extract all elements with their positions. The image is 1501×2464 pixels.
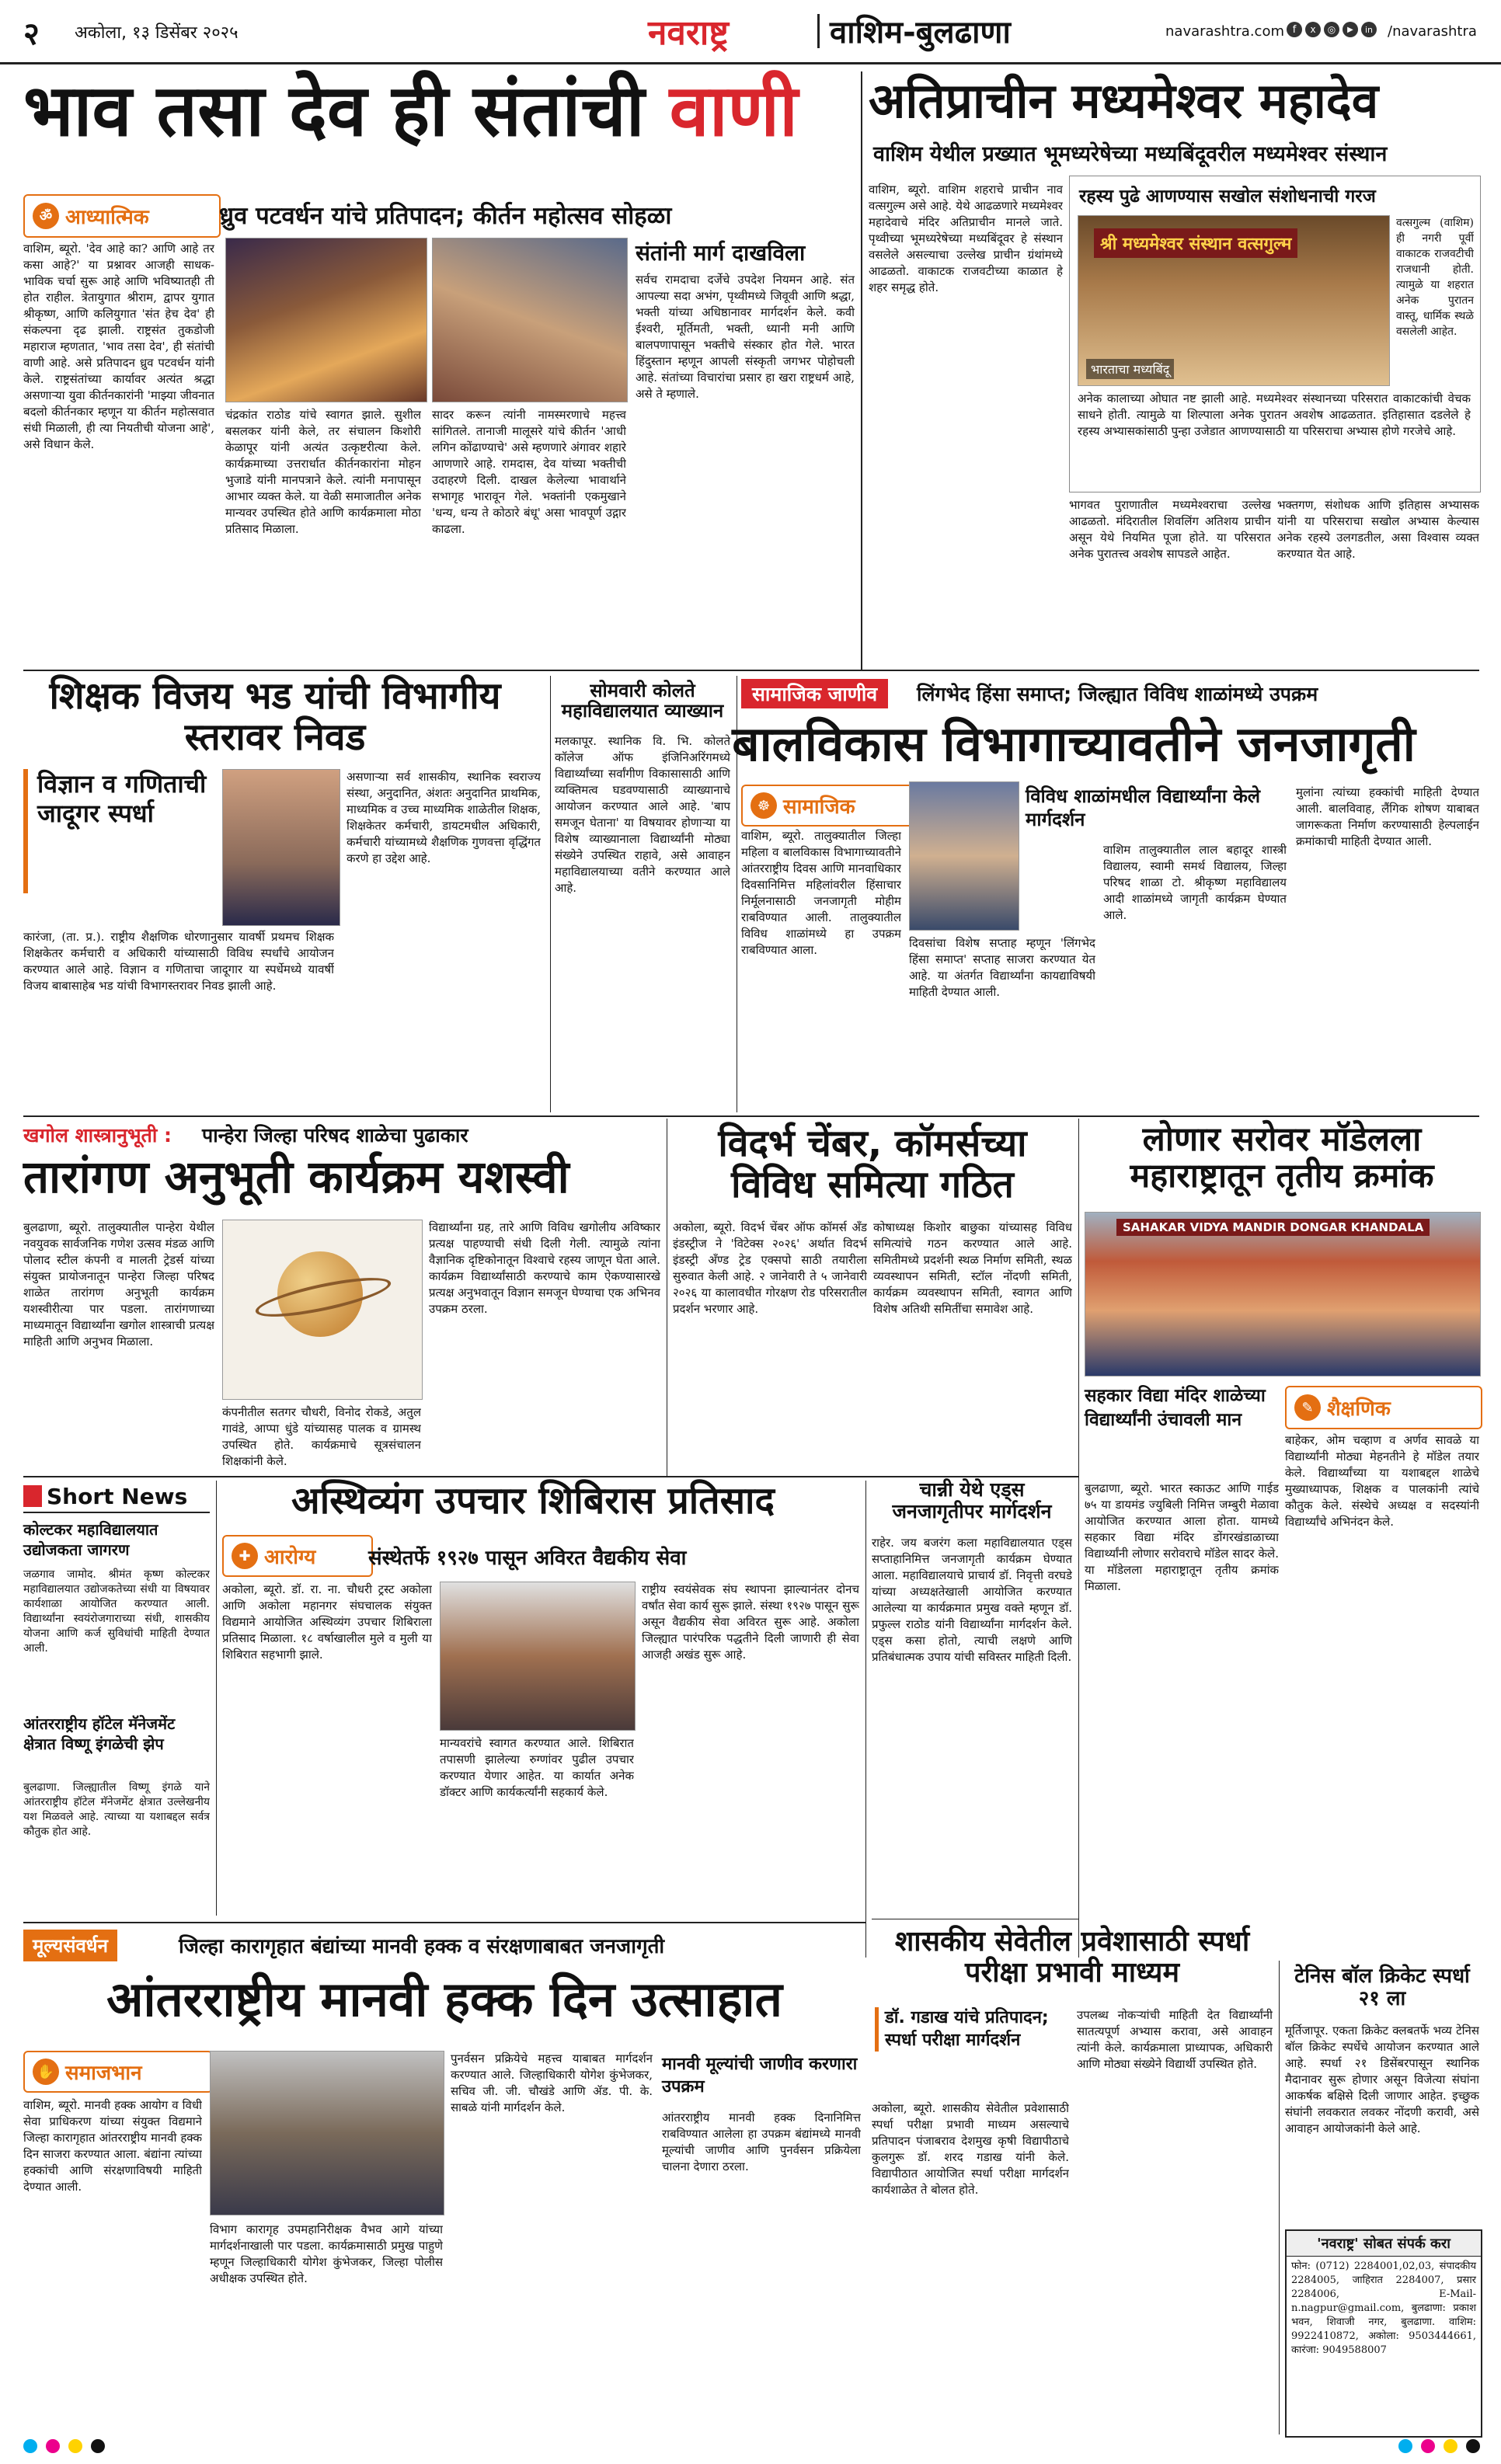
asthi-col2: राष्ट्रीय स्वयंसेवक संघ स्थापना झाल्यानंतर दोनच वर्षांत सेवा कार्य सुरू झाले. संस्था १९२७ पासून सुरू असून वैद्यकीय सेवा अविरत सुरू आहे. अकोला जिल्ह्यात पारंपरिक पद्धतीने दिली जाणारी ही सेवा आजही अखंड सुरू आहे. [642,1582,859,1662]
madhyameshwar-col2: भागवत पुराणातील मध्यमेश्वराचा उल्लेख आढळतो. मंदिरातील शिवलिंग अतिशय प्राचीन असून येथे नियमित पूजा होते. या परिसरात अनेक पुरातत्त्व अवशेष सापडले आहेत. [1069,498,1271,561]
education-icon: ✎ [1294,1394,1321,1421]
main-col2: चंद्रकांत राठोड यांचे स्वागत झाले. सुशील बसलकर यांनी केले, तर संचालन किशोरी केळापूर यांनी अत्यंत उत्कृष्टरीत्या केले. कार्यक्रमाच्या उत्तरार्धात कीर्तनकारांना मोहन भुजाडे यांनी मानपत्राने केले. त्यांनी मनापासून आभार व्यक्त केले. या वेळी समाजातील अनेक मान्यवर उपस्थित होते आणि कार्यक्रमाला मोठा प्रतिसाद मिळाला. [225,408,421,536]
main-col1: वाशिम, ब्यूरो. 'देव आहे का? आणि आहे तर कसा आहे?' या प्रश्नावर आजही साधक-भाविक चर्चा सुरू आहे आणि भविष्यातही ती होत राहील. त्रेतायुगात श्रीराम, द्वापर युगात श्रीकृष्ण, आणि कलियुगात 'संत हेच देव' ही संकल्पना दृढ झाली. राष्ट्रसंत तुकडोजी महाराज म्हणतात, 'भाव तसा देव', ही संतांची वाणी आहे. असे प्रतिपादन ध्रुव पटवर्धन यांनी केले. राष्ट्रसंतांच्या कार्यावर अत्यंत श्रद्धा असणाऱ्या युवा कीर्तनकारांनी 'माझ्या जीवनात बदलो कीर्तनकार म्हणून या कीर्तन महोत्सवात संधी मिळाली, ही त्या नियतीची योजना आहे', असे विधान केले. [23,242,214,451]
contact-text: फोन: (0712) 2284001,02,03, संपादकीय 2284005, जाहिरात 2284007, प्रसार 2284006, E-Mail-n.nagpur@gmail.com, बुलढाणा: प्रकाश भवन, शिवाजी नगर, बुलढाणा. वाशिम: 9922410872, अकोला: 9503444661, कारंजा: 9049588007 [1291,2260,1476,2356]
balvikas-col1: वाशिम, ब्यूरो. तालुक्यातील जिल्हा महिला व बालविकास विभागाच्यावतीने आंतरराष्ट्रीय दिवस आणि मानवाधिकार दिवसानिमित्त महिलांवरील हिंसाचार निर्मूलनासाठी जनजागृती मोहीम राबविण्यात आली. तालुक्यातील विविध शाळांमध्ये हा उपक्रम राबविण्यात आला. [741,829,901,957]
masthead [0,0,1501,64]
madhyameshwar-side-text: वत्सगुल्म (वाशिम) ही नगरी पूर्वी वाकाटक राजवटीची राजधानी होती. त्यामुळे या शहरात अनेक पुरातन वास्तू, धार्मिक स्थळे वसलेली आहेत. [1396,217,1474,338]
madhyameshwar-subhead: वाशिम येथील प्रख्यात भूमध्यरेषेच्या मध्यबिंदूवरील मध्यमेश्वर संस्थान [873,142,1388,166]
shikshak-col1: कारंजा, (ता. प्र.). राष्ट्रीय शैक्षणिक धोरणानुसार यावर्षी प्रथमच शिक्षक शिक्षकेतर कर्मचारी व अधिकारी यांच्यासाठी विविध स्पर्धांचे आयोजन करण्यात आले आहे. विज्ञान व गणिताचा जादूगार या स्पर्धेमध्ये यावर्षी विजय बाबासाहेब भड यांची विभागस्तरावर निवड झाली आहे. [23,930,334,993]
vidarbha-col2: कोषाध्यक्ष किशोर बाछुका यांच्यासह विविध समित्यांचे गठन करण्यात आले आहे. समितीमध्ये प्रदर्शनी स्थळ निर्माण समिती, स्थळ व्यवस्थापन समिती, स्टॉल नोंदणी समिती, कार्यक्रम व्यवस्थापन समिती, स्वागत आणि विशेष अतिथी समितींचा समावेश आहे. [873,1220,1072,1316]
vidarbha-headline: विदर्भ चेंबर, कॉमर्सच्या विविध समित्या गठित [718,1122,1027,1206]
science-box [23,769,224,893]
section-name: वाशिम-बुलढाणा [830,15,1011,50]
lonar-subhead: सहकार विद्या मंदिर शाळेच्या विद्यार्थ्यांनी उंचावली मान [1085,1386,1266,1431]
social-handle: /navarashtra [1388,23,1477,40]
shaskiya-col1: अकोला, ब्यूरो. शासकीय सेवेतील प्रवेशासाठी स्पर्धा परीक्षा प्रभावी माध्यम असल्याचे प्रतिपादन पंजाबराव देशमुख कृषी विद्यापीठाचे कुलगुरू डॉ. शरद गडाख यांनी केले. विद्यापीठात आयोजित स्पर्धा परीक्षा मार्गदर्शन कार्यशाळेत ते बोलत होते. [872,2101,1069,2197]
manav-inset-title: मानवी मूल्यांची जाणीव करणारा उपक्रम [662,2055,858,2097]
om-icon: ॐ [33,203,59,229]
taragan-strip-text: पान्हेरा जिल्हा परिषद शाळेचा पुढाकार [202,1124,468,1147]
chanti-text: राहेर. जय बजरंग कला महाविद्यालयात एड्स सप्ताहानिमित्त जनजागृती कार्यक्रम घेण्यात आला. महाविद्यालयाचे प्राचार्य डॉ. निवृत्ती वरघडे यांच्या अध्यक्षतेखाली आयोजित करण्यात आलेल्या या कार्यक्रमात प्रमुख वक्ते म्हणून डॉ. प्रफुल्ल राठोड यांनी विद्यार्थ्यांना मार्गदर्शन केले. एड्स कसा होतो, त्याची लक्षणे आणि प्रतिबंधात्मक उपाय यांची सविस्तर माहिती दिली. [872,1536,1072,1664]
chanti-headline: चान्नी येथे एड्स जनजागृतीपर मार्गदर्शन [892,1478,1052,1523]
temple-photo-caption: भारताचा मध्यबिंदू [1086,359,1174,379]
emblem-icon: ☸ [750,792,777,819]
black-dot [91,2439,105,2453]
award-banner: SAHAKAR VIDYA MANDIR DONGAR KHANDALA [1116,1219,1430,1236]
vertical-divider [550,676,551,1112]
balvikas-col3: वाशिम तालुक्यातील लाल बहादूर शास्त्री विद्यालय, स्वामी समर्थ विद्यालय, जिल्हा परिषद शाळा टो. श्रीकृष्ण महाविद्यालय आदी शाळांमध्ये जागृती कार्यक्रम घेण्यात आले. [1103,843,1287,922]
website[interactable]: navarashtra.com [1165,23,1284,40]
contact-box [1285,2229,1482,2438]
registration-marks-right [1398,2439,1485,2456]
main-headline: भाव तसा देव ही संतांची वाणी [23,69,798,152]
short-news-item1-text: जळगाव जामोद. श्रीमंत कृष्ण कोल्टकर महाविद्यालयात उद्योजकतेच्या संधी या विषयावर कार्यशाळा आयोजित करण्यात आली. विद्यार्थ्यांना स्वयंरोजगाराच्या संधी, शासकीय योजना आणि कर्ज सुविधांची माहिती देण्यात आली. [23,1568,210,1655]
short-news-item2-title: आंतरराष्ट्रीय हॉटेल मॅनेजमेंट क्षेत्रात विष्णू इंगळेची झेप [23,1714,176,1753]
short-news-header: Short News [23,1481,210,1513]
horizontal-divider [23,1476,1078,1477]
manav-headline: आंतरराष्ट्रीय मानवी हक्क दिन उत्साहात [106,1971,782,2027]
camp-photo [440,1582,636,1731]
research-caption: अनेक कालाच्या ओघात नष्ट झाली आहे. मध्यमेश्वर संस्थानच्या परिसरात वाकाटकांची वेचक साधने होती. त्यामुळे या शिल्पाला अनेक पुरातन अवशेष आढळतात. इतिहासात दडलेले हे रहस्य अभ्यासकांसाठी पुन्हा उजेडात आणण्यासाठी या परिसराचा अभ्यास होणे गरजेचे आहे. [1078,392,1471,438]
cyan-dot [23,2439,37,2453]
balvikas-col4: मुलांना त्यांच्या हक्कांची माहिती देण्यात आली. बालविवाह, लैंगिक शोषण याबाबत जागरूकता निर्माण करण्यासाठी हेल्पलाईन क्रमांकाची माहिती देण्यात आली. [1296,785,1479,848]
vertical-divider [1078,1119,1079,1958]
asthi-col3: मान्यवरांचे स्वागत करण्यात आले. शिबिरात तपासणी झालेल्या रुग्णांवर पुढील उपचार करण्यात येणार आहेत. या कार्यात अनेक डॉक्टर आणि कार्यकर्त्यांनी सहकार्य केले. [440,1736,634,1799]
somvari-text: मलकापूर. स्थानिक वि. भि. कोलते कॉलेज ऑफ इंजिनिअरिंगमध्ये विद्यार्थ्यांच्या सर्वांगीण विकासासाठी आणि व्यक्तिमत्व घडवण्यासाठी व्याख्यानाचे आयोजन करण्यात आले आहे. 'बाप समजून घेताना' या विषयावर होणाऱ्या या विशेष व्याख्यानाला विद्यार्थ्यांनी मोठ्या संख्येने उपस्थित राहावे, असे आवाहन महाविद्यालयाच्या वतीने करण्यात आले आहे. [555,734,730,895]
horizontal-divider [23,670,1479,671]
taragan-col1: बुलढाणा, ब्यूरो. तालुक्यातील पान्हेरा येथील नवयुवक सार्वजनिक गणेश उत्सव मंडळ आणि पोलाद स्टील कंपनी व मालती ट्रेडर्स यांच्या संयुक्त प्रायोजनातून पान्हेरा जिल्हा परिषद शाळेत तारांगण अनुभूती कार्यक्रम यशस्वीरीत्या पार पडला. तारांगणाच्या माध्यमातून विद्यार्थ्यांना खगोल शास्त्राची प्रत्यक्ष माहिती आणि अनुभव मिळाला. [23,1220,214,1349]
science-box-text: विज्ञान व गणिताची जादूगर स्पर्धा [37,769,207,829]
section-divider [817,14,820,48]
society-tag: ✋ समाजभान [23,2051,213,2093]
award-photo [1085,1212,1481,1376]
classroom-photo [909,781,1019,931]
horizontal-divider [23,1115,1479,1117]
balvikas-strip-text: लिंगभेद हिंसा समाप्त; जिल्ह्यात विविध शाळांमध्ये उपक्रम [917,683,1318,705]
short-news-item2-text: बुलढाणा. जिल्ह्यातील विष्णू इंगळे याने आंतरराष्ट्रीय हॉटेल मॅनेजमेंट क्षेत्रात उल्लेखनीय यश मिळवले आहे. त्याच्या या यशाबद्दल सर्वत्र कौतुक होत आहे. [23,1781,210,1838]
contact-title: 'नवराष्ट्र' सोबत संपर्क करा [1287,2231,1481,2257]
madhyameshwar-headline: अतिप्राचीन मध्यमेश्वर महादेव [869,72,1379,129]
page-number: २ [23,16,40,52]
madhyameshwar-col1: वाशिम, ब्यूरो. वाशिम शहराचे प्राचीन नाव वत्सगुल्म असे आहे. येथे आढळणारे मध्यमेश्वर महादेवाचे मंदिर अतिप्राचीन मानले जाते. पृथ्वीच्या भूमध्यरेषेच्या मध्यबिंदूवर हे संस्थान वसलेले असल्याचा उल्लेख प्राचीन ग्रंथांमध्ये आढळतो. वाकाटक राजवटीच्या काळात हे शहर समृद्ध होते. [869,183,1063,294]
lonar-col2: बाहेकर, ओम चव्हाण व अर्णव सावळे या विद्यार्थ्यांनी मोठ्या मेहनतीने हे मॉडेल तयार केले. विद्यार्थ्यांच्या या यशाबद्दल शाळेचे मुख्याध्यापक, शिक्षक व पालकांनी त्यांचे कौतुक केले. संस्थेचे अध्यक्ष व सदस्यांनी विद्यार्थ्यांचे अभिनंदन केले. [1285,1433,1479,1529]
youtube-icon[interactable]: ▶ [1343,22,1358,37]
education-tag: ✎ शैक्षणिक [1285,1386,1482,1429]
vertical-divider [216,1481,217,1916]
manav-strip-text: जिल्हा कारागृहात बंद्यांच्या मानवी हक्क व संरक्षणाबाबत जनजागृती [179,1935,665,1958]
taragan-col2: कंपनीतील सतगर चौधरी, विनोद रोकडे, अतुल गावंडे, आप्पा धुंडे यांच्यासह पालक व ग्रामस्थ उपस्थित होते. कार्यक्रमाचे सूत्रसंचालन शिक्षकांनी केले. [222,1405,421,1468]
cyan-dot [1398,2439,1412,2453]
shaskiya-col2: उपलब्ध नोकऱ्यांची माहिती देत विद्यार्थ्यांनी सातत्यपूर्ण अभ्यास करावा, असे आवाहन त्यांनी केले. कार्यक्रमाला प्राध्यापक, अधिकारी आणि मोठ्या संख्येने विद्यार्थी उपस्थित होते. [1077,2008,1273,2071]
asthi-subhead: संस्थेतर्फे १९२७ पासून अविरत वैद्यकीय सेवा [368,1547,687,1570]
balvikas-col2: दिवसांचा विशेष सप्ताह म्हणून 'लिंगभेद हिंसा समाप्त' सप्ताह साजरा करण्यात येत आहे. या अंतर्गत विद्यार्थ्यांना कायद्याविषयी माहिती देण्यात आली. [909,936,1095,999]
somvari-headline: सोमवारी कोलते महाविद्यालयात व्याख्यान [561,680,724,722]
balvikas-strip [741,674,1479,710]
research-box [1069,176,1481,492]
tennis-headline: टेनिस बॉल क्रिकेट स्पर्धा २१ ला [1294,1965,1470,2010]
vertical-divider [1279,1961,1280,2434]
lonar-col1: बुलढाणा, ब्यूरो. भारत स्काऊट आणि गाईड ७५ या डायमंड ज्युबिली निमित्त जम्बुरी मेळावा आयोजित करण्यात आला होता. यामध्ये सहकार विद्या मंदिर डोंगरखंडाळाच्या विद्यार्थ्यांनी लोणार सरोवराचे मॉडेल सादर केले. या मॉडेलला महाराष्ट्रातून तृतीय क्रमांक मिळाला. [1085,1481,1279,1593]
linkedin-icon[interactable]: in [1361,22,1377,37]
tennis-text: मूर्तिजापूर. एकता क्रिकेट क्लबतर्फे भव्य टेनिस बॉल क्रिकेट स्पर्धेचे आयोजन करण्यात आले आहे. स्पर्धा २१ डिसेंबरपासून स्थानिक मैदानावर सुरू होणार असून विजेत्या संघांना आकर्षक बक्षिसे दिली जाणार आहेत. इच्छुक संघांनी लवकरात लवकर नोंदणी करावी, असे आवाहन आयोजकांनी केले आहे. [1285,2024,1479,2135]
vertical-divider [861,71,862,670]
manav-col3: पुनर्वसन प्रक्रियेचे महत्त्व याबाबत मार्गदर्शन करण्यात आले. जिल्हाधिकारी योगेश कुंभेजकर, सचिव जी. जी. चौखंडे आणि ॲड. पी. के. साबळे यांनी मार्गदर्शन केले. [451,2052,653,2114]
vidarbha-col1: अकोला, ब्यूरो. विदर्भ चेंबर ऑफ कॉमर्स अँड इंडस्ट्रीज ने 'विटेक्स २०२६' अर्थात विदर्भ इंडस्ट्री अँण्ड ट्रेड एक्सपो साठी तयारीला सुरुवात केली आहे. २ जानेवारी ते ५ जानेवारी २०२६ या कालावधीत गोरक्षण रोड परिसरातील प्रदर्शन भरणार आहे. [673,1220,867,1316]
shikshak-col2: असणाऱ्या सर्व शासकीय, स्थानिक स्वराज्य संस्था, अनुदानित, अंशतः अनुदानित प्राथमिक, माध्यमिक व उच्च माध्यमिक शाळेतील शिक्षक, शिक्षकेतर कर्मचारी, डायटमधील अधिकारी, कर्मचारी यांच्यामध्ये शैक्षणिक गुणवत्ता वृद्धिंगत करणे हा उद्देश आहे. [347,770,541,865]
black-dot [1466,2439,1480,2453]
taragan-strip-label: खगोल शास्त्रानुभूती : [23,1124,172,1147]
hands-icon: ✋ [33,2059,59,2085]
short-news-icon [23,1485,42,1507]
lonar-headline: लोणार सरोवर मॉडेलला महाराष्ट्रातून तृतीय क्रमांक [1130,1120,1434,1196]
social-tag: ☸ सामाजिक [741,785,915,827]
spiritual-tag: ॐ आध्यात्मिक [23,194,221,238]
asthi-headline: अस्थिव्यंग उपचार शिबिरास प्रतिसाद [291,1479,775,1523]
shikshak-headline: शिक्षक विजय भड यांची विभागीय स्तरावर निवड [49,674,501,759]
taragan-headline: तारांगण अनुभूती कार्यक्रम यशस्वी [23,1150,569,1203]
short-news-item1-title: कोल्टकर महाविद्यालयात उद्योजकता जागरण [23,1520,158,1559]
magenta-dot [46,2439,60,2453]
short-news-panel [23,1481,210,1916]
asthi-col1: अकोला, ब्यूरो. डॉ. रा. ना. चौधरी ट्रस्ट अकोला आणि अकोला महानगर संघचालक संयुक्त विद्यमाने आयोजित अस्थिव्यंग उपचार शिबिराला प्रतिसाद मिळाला. १८ वर्षाखालील मुले व मुली या शिबिरात सहभागी झाले. [222,1582,432,1662]
vertical-divider [865,1481,866,1958]
prison-photo [210,2051,444,2215]
research-box-title: रहस्य पुढे आणण्यास सखोल संशोधनाची गरज [1079,186,1376,207]
shaskiya-subhead: डॉ. गडाख यांचे प्रतिपादन; स्पर्धा परीक्षा मार्गदर्शन [875,2007,1074,2052]
balvikas-subhead: विविध शाळांमधील विद्यार्थ्यांना केले मार्गदर्शन [1026,785,1261,830]
magenta-dot [1421,2439,1435,2453]
kirtan-photo-1 [225,238,427,402]
main-col4: सर्वच रामदाचा दर्जेचे उपदेश नियमन आहे. संत आपल्या सदा अभंग, पृथ्वीमध्ये जिवूवी आणि श्रद्धा, भक्ती यांच्या अधिष्ठानावर मार्गदर्शन केले. कवी ईश्वरी, मूर्तिमती, भक्ती, ध्यानी मनी आणि बालपणापासून भक्तीचे संस्कार होत गेले. भारत हिंदुस्तान म्हणून आपली संस्कृती जगभर पोहोचली आहे. संतांच्या विचारांचा प्रसार हा खरा राष्ट्रधर्म आहे, असे ते म्हणाले. [636,273,855,401]
manav-strip [23,1926,865,1962]
temple-sign: श्री मध्यमेश्वर संस्थान वत्सगुल्म [1094,228,1297,258]
temple-photo [1078,215,1390,386]
registration-marks [23,2439,110,2456]
manav-col1: वाशिम, ब्यूरो. मानवी हक्क आयोग व विधी सेवा प्राधिकरण यांच्या संयुक्त विद्यमाने जिल्हा कारागृहात आंतरराष्ट्रीय मानवी हक्क दिन साजरा करण्यात आला. बंद्यांना त्यांच्या हक्कांची आणि संरक्षणाविषयी माहिती देण्यात आली. [23,2098,202,2194]
horizontal-divider [23,1922,865,1923]
main-inset-title: संतांनी मार्ग दाखविला [636,240,806,266]
main-subhead: ध्रुव पटवर्धन यांचे प्रतिपादन; कीर्तन महोत्सव सोहळा [219,202,672,230]
taragan-strip [23,1119,660,1150]
health-icon: ✚ [232,1543,258,1569]
teacher-photo [222,769,340,926]
taragan-col3: विद्यार्थ्यांना ग्रह, तारे आणि विविध खगोलीय अविष्कार प्रत्यक्ष पाहण्याची संधी दिली गेली. त्यामुळे त्यांना वैज्ञानिक दृष्टिकोनातून विश्वाचे रहस्य जाणून घेता आले. कार्यक्रम विद्यार्थ्यांसाठी करण्याचे काम ऐकण्यासारखे प्रत्यक्ष अनुभवातून विज्ञान समजून घेण्याचा एक अभिनव उपक्रम ठरला. [429,1220,660,1316]
yellow-dot [68,2439,82,2453]
main-col3: सादर करून त्यांनी नामस्मरणाचे महत्त्व सांगितले. तानाजी मालूसरे यांचे कीर्तन 'आधी लगिन कोंढाण्याचे' असे म्हणणारे अंगावर शहारे आणणारे आहे. रामदास, देव यांच्या भक्तीची उदाहरणे दिली. दाखल केलेल्या भावार्थाने सभागृह भारावून गेले. भक्तांनी एकमुखाने 'धन्य, धन्य ते कोठारे बंधू' असा भावपूर्ण उद्गार काढला. [432,408,626,536]
shaskiya-headline: शासकीय सेवेतील प्रवेशासाठी स्पर्धा परीक्षा प्रभावी माध्यम [894,1926,1250,1989]
manav-col2: विभाग कारागृह उपमहानिरीक्षक वैभव आगे यांच्या मार्गदर्शनाखाली पार पडला. कार्यक्रमासाठी प्रमुख पाहुणे म्हणून जिल्हाधिकारी योगेश कुंभेजकर, जिल्हा पोलीस अधीक्षक उपस्थित होते. [210,2222,443,2285]
balvikas-strip-label: सामाजिक जाणीव [741,679,888,708]
madhyameshwar-col4: भक्तगण, संशोधक आणि इतिहास अभ्यासक यांनी या परिसराचा सखोल अभ्यास केल्यास अनेक रहस्ये उलगडतील, असा विश्वास व्यक्त करण्यात येत आहे. [1277,498,1479,561]
balvikas-headline: बालविकास विभागाच्यावतीने जनजागृती [732,715,1416,772]
social-icons [1287,22,1377,37]
x-icon[interactable]: x [1305,22,1321,37]
yellow-dot [1444,2439,1457,2453]
facebook-icon[interactable]: f [1287,22,1302,37]
manav-strip-label: मूल्यसंवर्धन [23,1930,117,1961]
instagram-icon[interactable]: ◎ [1324,22,1339,37]
planetarium-illustration [222,1220,423,1400]
health-tag: ✚ आरोग्य [222,1535,373,1577]
edition-date: अकोला, १३ डिसेंबर २०२५ [75,23,239,43]
brand-logo: नवराष्ट्र [648,13,729,53]
kirtan-photo-2 [432,238,628,402]
manav-col4: आंतरराष्ट्रीय मानवी हक्क दिनानिमित्त राबविण्यात आलेला हा उपक्रम बंद्यांमध्ये मानवी मूल्यांची जाणीव आणि पुनर्वसन प्रक्रियेला चालना देणारा ठरला. [662,2111,861,2173]
